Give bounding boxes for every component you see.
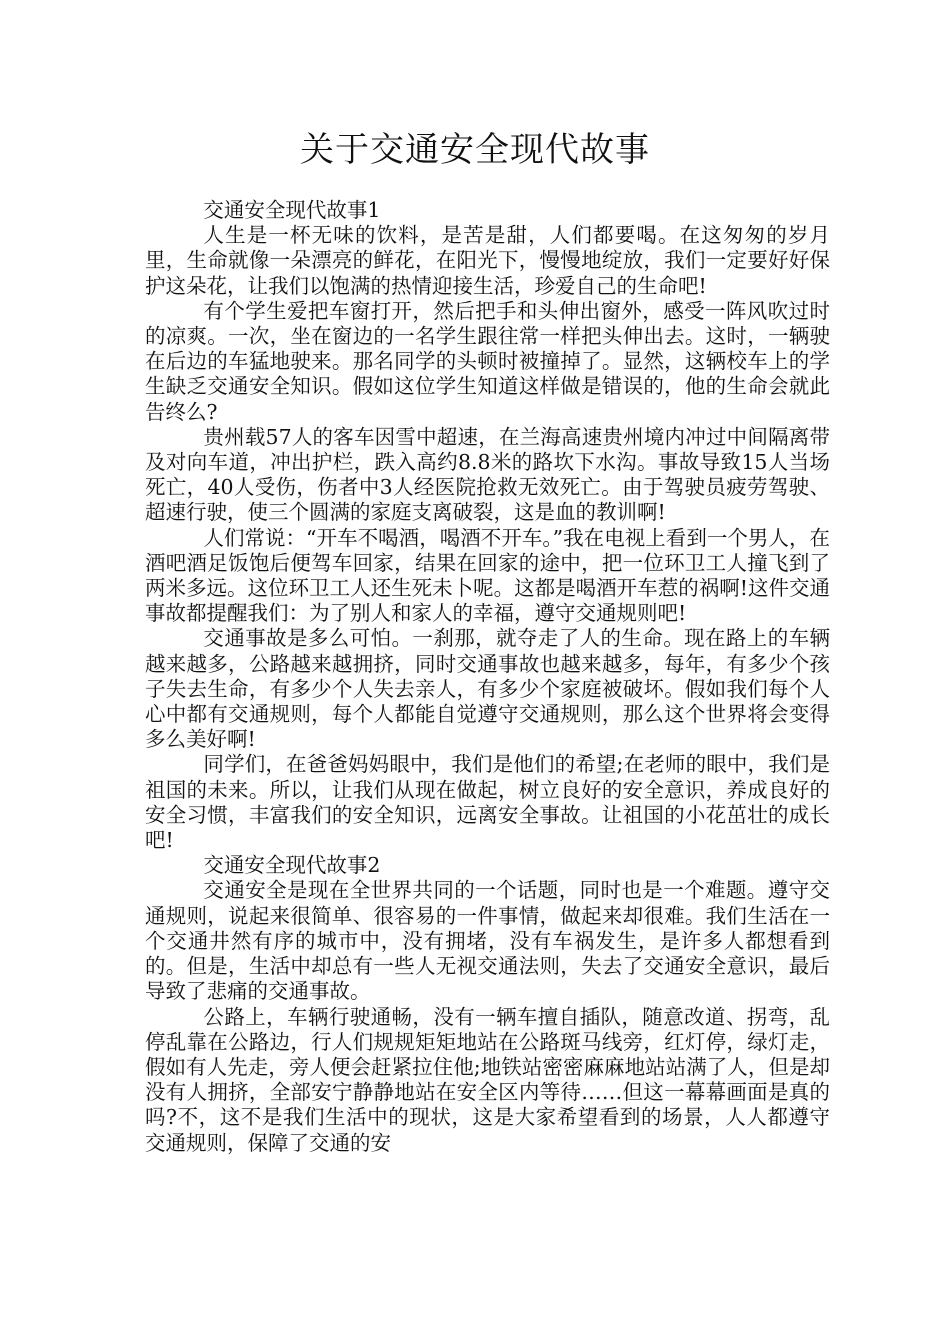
body-paragraph: 人们常说：“开车不喝酒，喝酒不开车。”我在电视上看到一个男人，在酒吧酒足饭饱后便驾车回家，结果在回家的途中，把一位环卫工人撞飞到了两米多远。这位环卫工人还生死未卜呢。这都是喝酒开车惹的祸啊!这件交通事故都提醒我们：为了别人和家人的幸福，遵守交通规则吧! [145, 525, 830, 626]
body-paragraph: 同学们，在爸爸妈妈眼中，我们是他们的希望;在老师的眼中，我们是祖国的未来。所以，让我们从现在做起，树立良好的安全意识，养成良好的安全习惯，丰富我们的安全知识，远离安全事故。让祖国的小花茁壮的成长吧! [145, 752, 830, 853]
body-paragraph: 人生是一杯无味的饮料，是苦是甜，人们都要喝。在这匆匆的岁月里，生命就像一朵漂亮的鲜花，在阳光下，慢慢地绽放，我们一定要好好保护这朵花，让我们以饱满的热情迎接生活，珍爱自己的生命吧! [145, 223, 830, 298]
body-paragraph: 交通安全是现在全世界共同的一个话题，同时也是一个难题。遵守交通规则，说起来很简单、很容易的一件事情，做起来却很难。我们生活在一个交通井然有序的城市中，没有拥堵，没有车祸发生，是许多人都想看到的。但是，生活中却总有一些人无视交通法则，失去了交通安全意识，最后导致了悲痛的交通事故。 [145, 878, 830, 1004]
section-heading: 交通安全现代故事1 [203, 198, 381, 222]
body-paragraph: 公路上，车辆行驶通畅，没有一辆车擅自插队，随意改道、拐弯，乱停乱靠在公路边，行人们规规矩矩地站在公路斑马线旁，红灯停，绿灯走，假如有人先走，旁人便会赶紧拉住他;地铁站密密麻麻地站站满了人，但是却没有人拥挤，全部安宁静静地站在安全区内等待……但这一幕幕画面是真的吗?不，这不是我们生活中的现状，这是大家希望看到的场景，人人都遵守交通规则，保障了交通的安 [145, 1004, 830, 1155]
section-heading: 交通安全现代故事2 [203, 853, 381, 878]
body-paragraph: 交通事故是多么可怕。一刹那，就夺走了人的生命。现在路上的车辆越来越多，公路越来越拥挤，同时交通事故也越来越多，每年，有多少个孩子失去生命，有多少个人失去亲人，有多少个家庭被破坏。假如我们每个人心中都有交通规则，每个人都能自觉遵守交通规则，那么这个世界将会变得多么美好啊! [145, 626, 830, 752]
body-paragraph: 贵州载57人的客车因雪中超速，在兰海高速贵州境内冲过中间隔离带及对向车道，冲出护栏，跌入高约8.8米的路坎下水沟。事故导致15人当场死亡，40人受伤，伤者中3人经医院抢救无效死亡。由于驾驶员疲劳驾驶、超速行驶，使三个圆满的家庭支离破裂，这是血的教训啊! [145, 424, 830, 525]
body-paragraph: 有个学生爱把车窗打开，然后把手和头伸出窗外，感受一阵风吹过时的凉爽。一次，坐在窗边的一名学生跟往常一样把头伸出去。这时，一辆驶在后边的车猛地驶来。那名同学的头顿时被撞掉了。显然，这辆校车上的学生缺乏交通安全知识。假如这位学生知道这样做是错误的，他的生命会就此告终么? [145, 298, 830, 424]
document-body [145, 198, 830, 1156]
document-title: 关于交通安全现代故事 [300, 130, 650, 170]
